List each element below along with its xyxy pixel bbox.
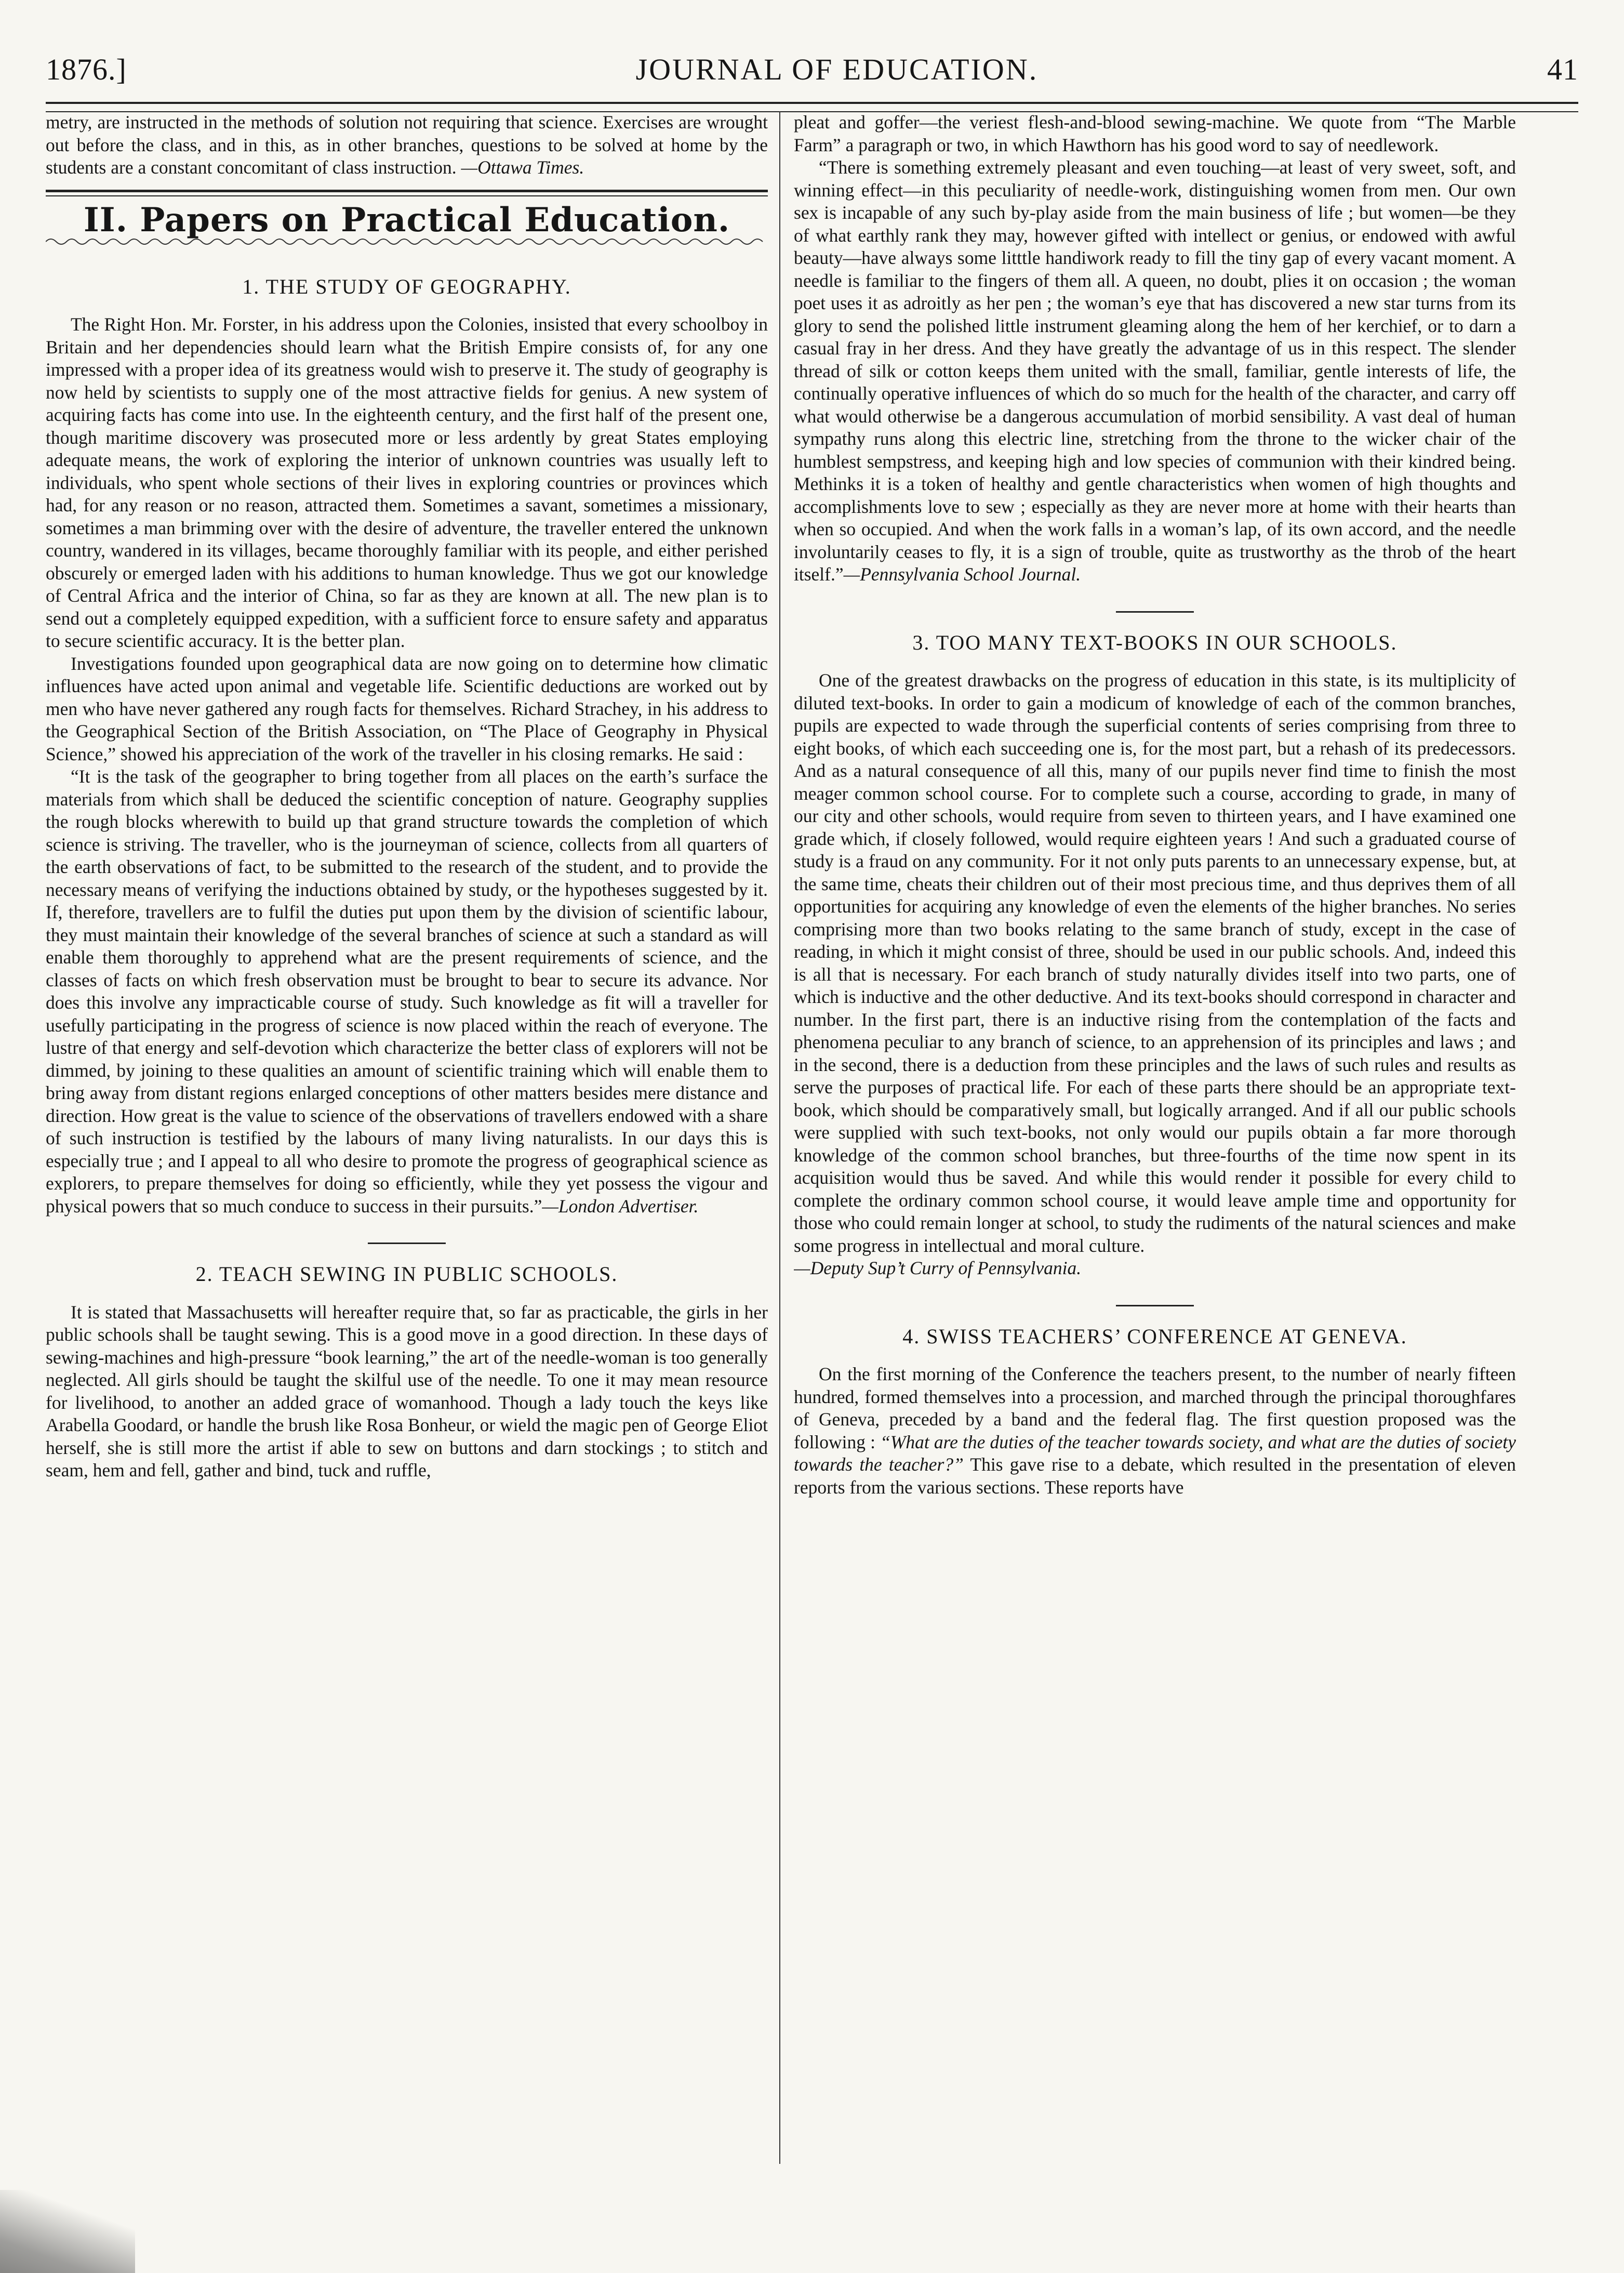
sewing-source: —Pennsylvania School Journal. [843,564,1081,585]
textbooks-source: —Deputy Sup’t Curry of Pennsylvania. [794,1258,1082,1278]
swiss-paragraph: On the first morning of the Conference the teachers present, to the number of nearly fifteen hundred, formed themselves into a procession, and marched through the principal thoroughfares of Geneva, preceded by a band and the federal flag. The first question proposed was the following : “What are the duties of the teacher towards society, and what are the duties of society towards the teacher?” This gave rise to a debate, which resulted in the presentation of eleven reports from the various sections. These reports have [794,1364,1516,1498]
section-title-geography: 1. THE STUDY OF GEOGRAPHY. [242,274,571,298]
header-page-number: 41 [1547,52,1578,86]
sewing-quote: “There is something extremely pleasant and even touching—at least of very sweet, soft, and winning effect—in this peculiarity of needle-work, distinguishing women from men. Our own sex is incapable of any such by-play aside from the main business of life ; but women—be they of what earthly rank they may, however gifted with intellect or genius, or endowed with awful beauty—have always some litttle handiwork ready to fill the tiny gap of every vacant moment. A needle is familiar to the fingers of them all. A queen, no doubt, plies it on occasion ; the woman poet uses it as adroitly as her pen ; the woman’s eye that has discovered a new star turns from its glory to send the polished little instrument gleaming along the hem of her kerchief, or to darn a casual fray in her dress. And they have greatly the advantage of us in this respect. The slender thread of silk or cotton keeps them united with the small, familiar, gentle interests of life, the continually operative influences of which do so much for the health of the character, and carry off what would otherwise be a dangerous accumulation of morbid sensibility. A vast deal of human sympathy runs along this electric line, stretching from the throne to the wicker chair of the humblest sempstress, and keeping high and low species of communion with their kindred being. Methinks it is a token of healthy and gentle characteristics when women of high thoughts and accomplishments love to sew ; especially as they are never more at home with their hearts than when so occupied. And when the work falls in a woman’s lap, of its own accord, and the needle involuntarily ceases to fly, it is a sign of trouble, quite as trustworthy as the throb of the heart itself.”—Pennsylvania School Journal. [794,157,1516,585]
header-rule [46,102,1578,112]
part-heading: II. Papers on Practical Education. [83,200,730,240]
continuation-paragraph: metry, are instructed in the methods of solution not requiring that science. Exercises are wrought out before the class, and in this, as in other branches, questions to be solved at home by the students are a constant concomitant of class instruction. —Ottawa Times. [46,112,768,178]
left-column [46,111,768,2164]
geography-quote: “It is the task of the geographer to bring together from all places on the earth’s surface the materials from which shall be deduced the scientific conception of nature. Geography supplies the rough blocks wherewith to build up that grand structure towards the completion of which science is striving. The traveller, who is the journeyman of science, collects from all quarters of the earth observations of fact, to be submitted to the research of the student, and to provide the necessary means of verifying the inductions obtained by study, or the hypotheses suggested by it. If, therefore, travellers are to fulfil the duties put upon them by the division of scientific labour, they must maintain their knowledge of the several branches of science at such a standard as will enable them thoroughly to apprehend what are the present requirements of science, and the classes of facts on which fresh observation must be brought to bear to secure its advance. Nor does this involve any impracticable course of study. Such knowledge as fit will a traveller for usefully participating in the progress of science is now placed within the reach of everyone. The lustre of that energy and self-devotion which characterize the better class of explorers will not be dimmed, by joining to these qualities an amount of scientific training which will enable them to bring away from distant regions enlarged conceptions of other matters besides mere distance and direction. How great is the value to science of the observations of travellers endowed with a share of such instruction is testified by the labours of many living naturalists. In our days this is especially true ; and I appeal to all who desire to promote the progress of geographical science as explorers, to prepare themselves for doing so efficiently, while they yet possess the vigour and physical powers that so much conduce to success in their pursuits.”—London Advertiser. [46,766,768,1217]
sewing-continuation: pleat and goffer—the veriest flesh-and-blood sewing-machine. We quote from “The Marble Farm” a paragraph or two, in which Hawthorn has his good word to say of needlework. [794,112,1516,155]
section-title-swiss-conference: 4. SWISS TEACHERS’ CONFERENCE AT GENEVA. [902,1324,1407,1348]
short-rule [1116,611,1194,613]
page-header [46,41,1578,98]
section-title-sewing: 2. TEACH SEWING IN PUBLIC SCHOOLS. [195,1262,618,1286]
section-rule [46,190,768,196]
header-journal-title: JOURNAL OF EDUCATION. [635,52,1039,86]
column-divider [779,111,780,2164]
short-rule [368,1243,446,1244]
continuation-source: —Ottawa Times. [461,157,584,178]
geography-paragraph-2: Investigations founded upon geographical data are now going on to determine how climatic influences have acted upon animal and vegetable life. Scientific deductions are worked out by men who have never gathered any rough facts for themselves. Richard Strachey, in his address to the Geographical Section of the British Association, on “The Place of Geography in Physical Science,” showed his appreciation of the work of the traveller in his closing remarks. He said : [46,653,768,764]
right-column [794,111,1516,2164]
page-corner-wear [0,2190,135,2273]
wavy-ornament [46,235,768,248]
swiss-question: “What are the duties of the teacher towards society, and what are the duties of society towards the teacher?” [794,1431,1516,1475]
textbooks-paragraph: One of the greatest drawbacks on the progress of education in this state, is its multiplicity of diluted text-books. In order to gain a modicum of knowledge of each of the common branches, pupils are expected to wade through the superficial contents of series comprising from three to eight books, of which each succeeding one is, for the most part, but a rehash of its predecessors. And as a natural consequence of all this, many of our pupils never find time to finish the most meager common school course. For to complete such a course, according to grade, in many of our city and other schools, would require from seven to thirteen years, and I have examined one grade which, if closely followed, would require eighteen years ! And such a graduated course of study is a fraud on any community. For it not only puts parents to an unnecessary expense, but, at the same time, cheats their children out of their most precious time, and thus deprives them of all opportunities for acquiring any knowledge of even the elements of the higher branches. No series comprising more than two books relating to the same branch of study, except in the case of reading, in which it might consist of three, should be used in our public schools. And, indeed this is all that is necessary. For each branch of study naturally divides itself into two parts, one of which is inductive and the other deductive. And its text-books should correspond in character and number. In the first part, there is an inductive rising from the contemplation of the facts and phenomena peculiar to any branch of science, to an apprehension of its principles and laws ; and in the second, there is a deduction from these principles and the laws of such rules and results as serve the purposes of practical life. For each of these parts there should be an appropriate text-book, which should be comparatively small, but logically arranged. And if all our public schools were supplied with such text-books, not only would our pupils obtain a far more thorough knowledge of the common school branches, but three-fourths of the time now spent in its acquisition would thus be saved. And while this would render it possible for every child to complete the ordinary common school course, it would leave ample time and opportunity for those who could remain longer at school, to study the rudiments of the natural sciences and make some progress in intellectual and moral culture. [794,670,1516,1256]
geography-source: —London Advertiser. [542,1195,699,1217]
short-rule [1116,1305,1194,1306]
header-year: 1876.] [46,52,127,86]
sewing-paragraph-1: It is stated that Massachusetts will hereafter require that, so far as practicable, the girls in her public schools shall be taught sewing. This is a good move in a good direction. In these days of sewing-machines and high-pressure “book learning,” the art of the needle-woman is too generally neglected. All girls should be taught the skilful use of the needle. To one it may mean resource for livelihood, to another an added grace of womanhood. Though a lady touch the keys like Arabella Goodard, or handle the brush like Rosa Bonheur, or wield the magic pen of George Eliot herself, she is still more the artist if able to sew on buttons and darn stockings ; to stitch and seam, hem and fell, gather and bind, tuck and ruffle, [46,1301,768,1481]
section-title-textbooks: 3. TOO MANY TEXT-BOOKS IN OUR SCHOOLS. [912,630,1397,654]
geography-paragraph-1: The Right Hon. Mr. Forster, in his address upon the Colonies, insisted that every schoolboy in Britain and her dependencies should learn what the British Empire consists of, for any one impressed with a proper idea of its greatness would wish to preserve it. The study of geography is now held by scientists to supply one of the most attractive fields for genius. A new system of acquiring facts has come into use. In the eighteenth century, and the first half of the present one, though maritime discovery was prosecuted more or less ardently by great States employing adequate means, the work of exploring the interior of unknown countries was usually left to individuals, who spent whole sections of their lives in exploring countries or provinces which had, for any reason or no reason, attracted them. Sometimes a savant, sometimes a missionary, sometimes a man brimming over with the desire of adventure, the traveller entered the unknown country, wandered in its villages, became thoroughly familiar with its people, and either perished obscurely or emerged laden with his additions to human knowledge. Thus we got our knowledge of Central Africa and the interior of China, so far as they are known at all. The new plan is to send out a completely equipped expedition, with a sufficient force to ensure safety and apparatus to secure scientific accuracy. It is the better plan. [46,314,768,651]
